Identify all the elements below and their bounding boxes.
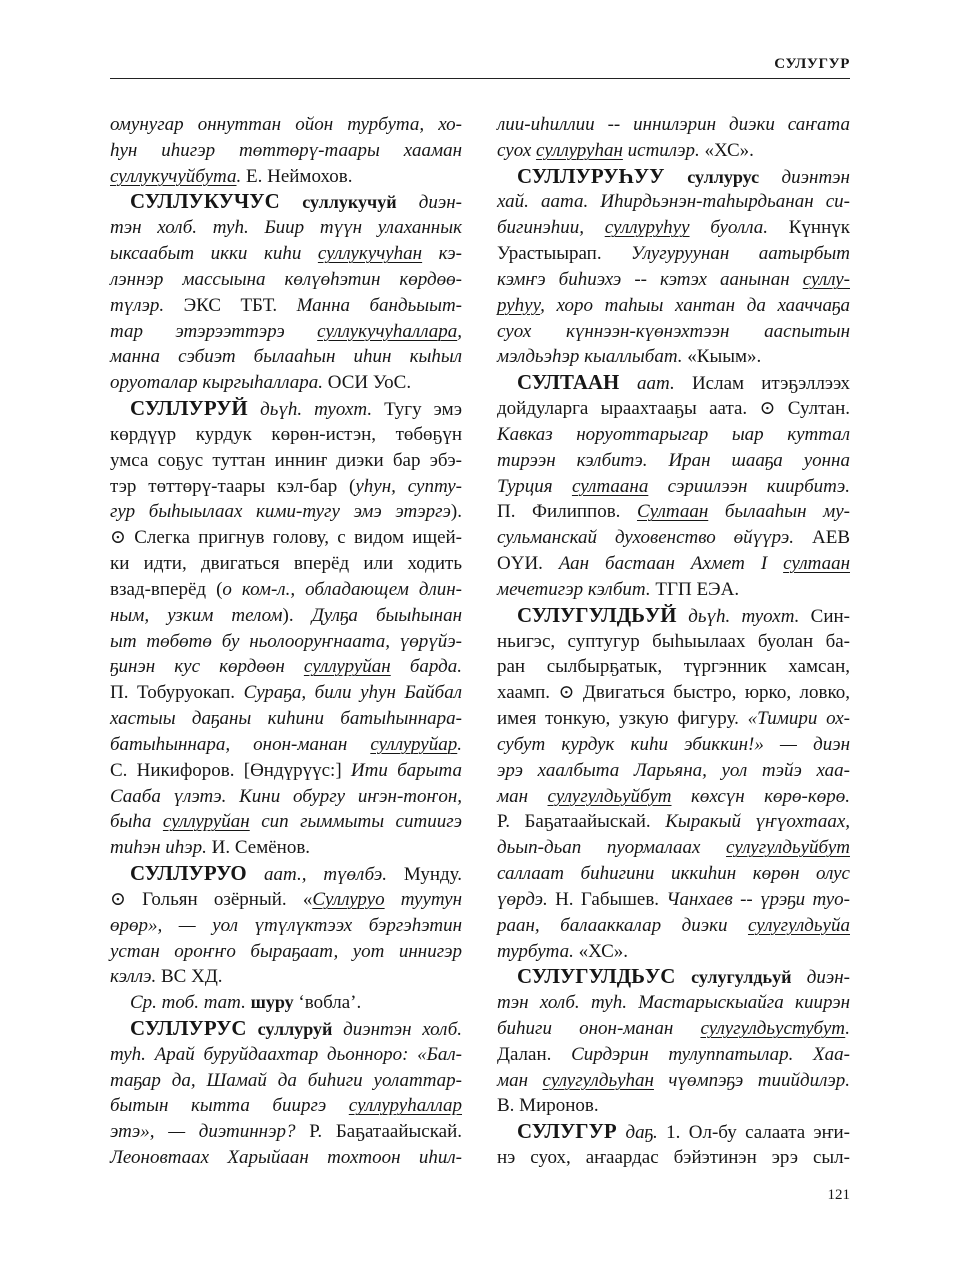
italic-run: мэлдьэһэр кыаллыбат. [497, 346, 688, 368]
italic-run: омунугар оннуттан ойон турбута, хо- [110, 114, 462, 135]
underlined-form: суллуруйан [162, 811, 250, 833]
italic-run: аат., түөлбэ. [264, 864, 404, 886]
underlined-form: суллуруйан [303, 656, 391, 678]
italic-run: гур быһыылаах кими-тугу эмэ этэргэ [110, 501, 451, 523]
text-line [110, 448, 462, 474]
text-line [110, 319, 462, 345]
italic-run: лэннэр массыына көлүөһэтин көрдөө- [110, 268, 462, 290]
text-run: Күннүк [788, 217, 850, 239]
italic-run: чүөмпэҕэ тиийдилэр. [653, 1069, 850, 1091]
italic-run: суох күннээн-күөнэхтээн ааспытын [497, 320, 850, 342]
text-line [110, 1119, 462, 1145]
italic-run: Сирдэрин тулуппатылар. Хаа- [571, 1043, 850, 1065]
text-run: ТГП ЕЭА. [655, 578, 740, 600]
italic-run: кэ- [422, 243, 463, 265]
text-line [497, 758, 850, 784]
text-run: ЭКС ТБТ. [183, 294, 297, 316]
italic-run: Аан бастаан Ахмет I [558, 553, 784, 575]
text-line [110, 887, 462, 913]
base-word: суллукучуй [302, 192, 397, 213]
headword: СУЛЛУРУО [130, 861, 264, 886]
headword: СУЛЛУРУҺУУ [517, 163, 688, 188]
underlined-form: суллуруһаллар [348, 1095, 462, 1117]
italic-run: тирээн кэлбитэ. Иран шааҕа уонна [497, 449, 850, 471]
text-line [497, 629, 850, 655]
text-line [110, 112, 462, 138]
text-line [110, 990, 462, 1016]
headword: СУЛУГУЛДЬУЙ [517, 602, 689, 627]
text-line [497, 241, 850, 267]
text-line [497, 293, 850, 319]
italic-run: бигинэһии, [497, 217, 605, 239]
text-line [497, 1119, 850, 1145]
text-line [110, 189, 462, 215]
italic-run: сульманскай духовенство өйүүрэ. [497, 527, 812, 549]
text-line [110, 835, 462, 861]
italic-run: Ср. тоб. тат. [130, 992, 251, 1014]
text-line [497, 964, 850, 990]
text-line [497, 319, 850, 345]
underlined-form: суллукучуйбута [110, 165, 237, 187]
text-line [110, 422, 462, 448]
text-line [497, 603, 850, 629]
italic-run: былааһын му- [708, 501, 850, 523]
text-run: көрдүүр курдук көрөн-истэн, төбөҕүн [110, 423, 462, 445]
text-line [110, 267, 462, 293]
italic-run: Чанхаев -- үрэҕи туо- [666, 888, 850, 910]
italic-run: ыт төбөтө бу ньолооруҥнаата, үөрүйэ- [110, 630, 462, 652]
text-run: взад-вперёд ( [110, 578, 223, 600]
text-run: ки идти, двигаться вперёд или ходить [110, 553, 462, 575]
italic-run: барда. [390, 656, 462, 678]
italic-run: быһа [110, 811, 163, 833]
text-line [110, 758, 462, 784]
text-run: Далан. [497, 1043, 572, 1065]
italic-run: турбута. [497, 940, 579, 962]
text-line [497, 215, 850, 241]
italic-run: сип гыммыты ситиигэ [249, 811, 462, 833]
text-line [497, 164, 850, 190]
text-line [497, 525, 850, 551]
text-line [110, 809, 462, 835]
text-run: 1. Ол-бу салаата эҥи- [666, 1122, 850, 1144]
headword: СУЛЛУРУЙ [130, 396, 261, 421]
underlined-form: сулугулдьуйбут [726, 837, 850, 859]
text-line [110, 654, 462, 680]
text-run: ⊙ Слегка пригнув голову, с видом ищей- [110, 527, 462, 549]
italic-run: биһиги онон-манан [497, 1017, 701, 1039]
text-line [497, 344, 850, 370]
italic-run: манна сэбиэт былааһын иһин кыһыл [110, 346, 462, 368]
left-column [110, 112, 462, 1171]
text-run: Р. Баҕатаайыскай. [309, 1121, 462, 1143]
italic-run: ыксаабыт икки киһи [110, 243, 318, 265]
text-line [110, 551, 462, 577]
text-line [497, 138, 850, 164]
text-run: ‘вобла’. [293, 992, 362, 1014]
text-line [110, 680, 462, 706]
text-line [497, 396, 850, 422]
text-line [110, 603, 462, 629]
text-line [497, 990, 850, 1016]
italic-run: үөрдэ. [497, 888, 556, 910]
italic-run: даҕ. [625, 1122, 667, 1144]
text-line [110, 164, 462, 190]
text-run: дойдуларга ыраахтааҕы аата. ⊙ Султан. [497, 398, 850, 420]
text-run: ОСИ УоС. [327, 372, 412, 394]
italic-run: аат. [636, 373, 692, 395]
text-line [497, 784, 850, 810]
italic-run: Манна бандьыыт- [296, 294, 463, 316]
text-line [110, 629, 462, 655]
headword: СУЛЛУКУЧУС [130, 189, 303, 214]
text-line [497, 189, 850, 215]
italic-run: ман [497, 785, 548, 807]
italic-run: Ити барыта [350, 759, 462, 781]
text-run: В. Миронов. [497, 1095, 599, 1117]
text-line [110, 732, 462, 758]
text-line [497, 706, 850, 732]
text-run: ). [282, 604, 312, 626]
italic-run: . [236, 165, 246, 187]
text-run: нэ суох, аҥаардас бэйэтинэн эрэ сыл- [497, 1147, 850, 1169]
text-line [110, 1145, 462, 1171]
text-run: Мунду. [403, 864, 463, 886]
text-line [110, 939, 462, 965]
text-line [497, 939, 850, 965]
italic-run: батыһыннара, онон-манан [110, 733, 371, 755]
text-line [497, 835, 850, 861]
text-line [110, 474, 462, 500]
underlined-form: Султаан [636, 501, 709, 523]
base-word: суллуруй [257, 1018, 333, 1039]
text-line [497, 861, 850, 887]
italic-run: , [457, 320, 462, 342]
text-line [497, 499, 850, 525]
base-word: суллурус [687, 166, 760, 187]
italic-run: туутун [384, 888, 462, 910]
dictionary-entry [497, 370, 850, 602]
text-line [110, 784, 462, 810]
right-column [497, 112, 850, 1171]
italic-run: о ком-л., обладающем длин- [222, 578, 462, 600]
text-line [497, 1145, 850, 1171]
running-head: СУЛУГУР [774, 56, 850, 72]
italic-run: һун иһигэр төттөрү-таары хааман [110, 139, 462, 161]
headword: СУЛТААН [517, 370, 637, 395]
italic-run: эрэ хаалбыта Ларьяна, уол тэйэ хаа- [497, 759, 850, 781]
base-word: сулугулдьуй [691, 967, 792, 988]
italic-run: суох [497, 139, 537, 161]
italic-run: диэн- [791, 967, 850, 989]
italic-run: диэнтэн [759, 166, 850, 188]
underlined-form: суллуруһуу [604, 217, 690, 239]
italic-run: диэн- [396, 192, 462, 214]
dictionary-entry [110, 396, 462, 861]
italic-run: , хоро таһыы хантан да хааччаҕа [540, 294, 850, 316]
italic-run: оруоталар кыргыһаллара. [110, 372, 328, 394]
italic-run: диэнтэн холб. [332, 1018, 463, 1040]
italic-run: таҕар да, Шамай да биһиги уолаттар- [110, 1069, 462, 1091]
italic-run: тар этэрээттэрэ [110, 320, 318, 342]
text-run: ОҮИ. [497, 553, 559, 575]
italic-run: «Тимири ох- [747, 708, 850, 730]
header-rule [110, 78, 850, 79]
text-run: И. Семёнов. [211, 837, 311, 859]
text-line [110, 499, 462, 525]
italic-run: раан, балааккалар диэки [497, 914, 748, 936]
text-run: ньигэс, суптугур быһыылаах буолан ба- [497, 630, 850, 652]
italic-run: дьып-дьап пуормалаах [497, 837, 727, 859]
dictionary-entry [110, 990, 462, 1016]
text-run: Е. Неймохов. [246, 165, 353, 187]
italic-run: тэн холб. туһ. Биир түүн улаханнык [110, 217, 462, 239]
text-line [497, 267, 850, 293]
text-line [110, 1042, 462, 1068]
base-word: шуру [250, 992, 294, 1013]
underlined-form: руһуу [497, 294, 541, 316]
italic-run: туһ. Арай буруйдаахтар дьонноро: «Бал- [110, 1043, 462, 1065]
italic-run: субут курдук киһи эбиккин!» — диэн [497, 733, 850, 755]
italic-run: этэ», — диэтиннэр? [110, 1121, 310, 1143]
text-run: П. Филиппов. [497, 501, 637, 523]
text-run: ⊙ Гольян озёрный. « [110, 888, 313, 910]
text-run: С. Никифоров. [Өндүрүүс:] [110, 759, 351, 781]
text-line [110, 138, 462, 164]
underlined-form: сулугулдьуйбут [547, 785, 672, 807]
text-run: «ХС». [578, 940, 629, 962]
text-line [110, 913, 462, 939]
italic-run: хастыы даҕаны киһини батыһыннара- [110, 708, 462, 730]
text-line [110, 344, 462, 370]
text-run: Р. Баҕатаайыскай. [497, 811, 666, 833]
text-run: Урастыырап. [497, 243, 631, 265]
text-run: ран сылбырҕатык, түргэнник хамсан, [497, 656, 850, 678]
italic-run: саллаат биһигини иккиһин көрөн олус [497, 863, 850, 885]
dictionary-entry [497, 164, 850, 371]
text-line [110, 1068, 462, 1094]
italic-run: кэмҥэ биһиэхэ -- кэтэх аанынан [497, 268, 803, 290]
text-run: АЕВ [812, 527, 850, 549]
underlined-form: суллу- [802, 268, 850, 290]
text-run: ВС ХД. [161, 966, 223, 988]
text-run: хаамп. ⊙ Двигаться быстро, юрко, ловко, [497, 682, 850, 704]
dictionary-entry [497, 603, 850, 965]
text-line [110, 577, 462, 603]
text-line [497, 1016, 850, 1042]
italic-run: өрөр», — уол үтүлүктээх бэргэһэтин [110, 914, 462, 936]
italic-run: . [457, 733, 462, 755]
text-line [110, 370, 462, 396]
italic-run: тэн холб. туһ. Мастарыскыайга киирэн [497, 992, 850, 1014]
text-line [497, 654, 850, 680]
text-line [110, 1016, 462, 1042]
text-line [110, 861, 462, 887]
italic-run: устан ороҥҥо быраҕаат, уот иннигэр [110, 940, 462, 962]
text-line [110, 964, 462, 990]
text-run: Тугу эмэ [384, 399, 462, 421]
underlined-form: суллукучуһан [317, 243, 423, 265]
italic-run: ным, узким телом [110, 604, 283, 626]
text-run: тэр төттөрү-таары кэл-бар ( [110, 475, 356, 497]
italic-run: лии-иһиллии -- иннилэрин диэки саҥата [497, 114, 850, 135]
italic-run: Сураҕа, били уһун Байбал [243, 682, 462, 704]
italic-run: Улугуруунан аатырбыт [630, 243, 850, 265]
text-line [497, 913, 850, 939]
text-run: Н. Габышев. [555, 888, 667, 910]
underlined-form: сулугулдьуһан [542, 1069, 654, 1091]
underlined-form: султаан [783, 553, 850, 575]
dictionary-entry [497, 1119, 850, 1171]
underlined-form: Суллуруо [312, 888, 385, 910]
italic-run: уһун, супту- [355, 475, 462, 497]
italic-run: Кыракый үҥүохтаах, [665, 811, 851, 833]
italic-run: Турция [497, 475, 572, 497]
text-run: «Кыым». [687, 346, 762, 368]
headword: СУЛУГУР [517, 1119, 626, 1144]
headword: СУЛУГУЛДЬУС [517, 964, 692, 989]
text-line [497, 448, 850, 474]
dictionary-entry [110, 861, 462, 990]
text-line [110, 241, 462, 267]
text-line [497, 1093, 850, 1119]
underlined-form: султаана [571, 475, 649, 497]
entry-continuation [497, 112, 850, 164]
text-run: ). [450, 501, 462, 523]
text-line [497, 551, 850, 577]
italic-run: Леоновтаах Харыйаан тохтоон иһил- [110, 1147, 462, 1169]
italic-run: көхсүн көрө-көрө. [671, 785, 850, 807]
dictionary-entry [497, 964, 850, 1119]
italic-run: дьүһ. туохт. [688, 605, 811, 627]
text-line [110, 525, 462, 551]
text-line [497, 680, 850, 706]
underlined-form: суллуруйар [370, 733, 458, 755]
italic-run: кэллэ. [110, 966, 161, 988]
text-line [497, 422, 850, 448]
italic-run: ман [497, 1069, 543, 1091]
entry-continuation [110, 112, 462, 189]
italic-run: сэриилээн киирбитэ. [648, 475, 850, 497]
underlined-form: сулугулдьуйа [747, 914, 850, 936]
text-line [497, 112, 850, 138]
headword: СУЛЛУРУС [130, 1015, 258, 1040]
italic-run: буолла. [689, 217, 789, 239]
italic-run: дьүһ. туохт. [260, 399, 385, 421]
text-run: «ХС». [704, 139, 754, 161]
dictionary-entry [110, 1016, 462, 1171]
underlined-form: сулугулдьустубут [700, 1017, 846, 1039]
italic-run: мечетигэр кэлбит. [497, 578, 656, 600]
text-line [497, 577, 850, 603]
italic-run: ҕинэн кус көрдөөн [110, 656, 304, 678]
text-run: Ислам итэҕэллээх [691, 373, 850, 395]
text-line [497, 1042, 850, 1068]
text-run: Син- [810, 605, 850, 627]
text-line [497, 474, 850, 500]
italic-run: Кавказ норуоттарыгар ыар куттал [497, 423, 850, 445]
text-line [110, 1093, 462, 1119]
text-line [110, 215, 462, 241]
italic-run: түлэр. [110, 294, 184, 316]
italic-run: хай. аата. Иһирдьэнэн-таһырдьанан си- [497, 191, 850, 213]
italic-run: бытын кытта бииргэ [110, 1095, 349, 1117]
text-run: имея тонкую, узкую фигуру. [497, 708, 748, 730]
text-line [497, 809, 850, 835]
text-line [497, 887, 850, 913]
text-line [497, 732, 850, 758]
page-number: 121 [827, 1187, 850, 1203]
text-run: умса соҕус туттан инниҥ диэки бар эбэ- [110, 449, 462, 471]
text-line [110, 396, 462, 422]
italic-run: Дулҕа быыһынан [311, 604, 463, 626]
underlined-form: суллуруһан [536, 139, 623, 161]
dictionary-entry [110, 189, 462, 396]
italic-run: Сааба үлэтэ. Кини обургу иҥэн-тоҥон, [110, 785, 462, 807]
text-line [497, 1068, 850, 1094]
italic-run: истилэр. [622, 139, 705, 161]
italic-run: тиһэн иһэр. [110, 837, 212, 859]
italic-run: . [845, 1017, 850, 1039]
underlined-form: суллукучуһаллара [317, 320, 458, 342]
text-line [497, 370, 850, 396]
text-run: П. Тобуруокап. [110, 682, 244, 704]
text-line [110, 293, 462, 319]
text-line [110, 706, 462, 732]
